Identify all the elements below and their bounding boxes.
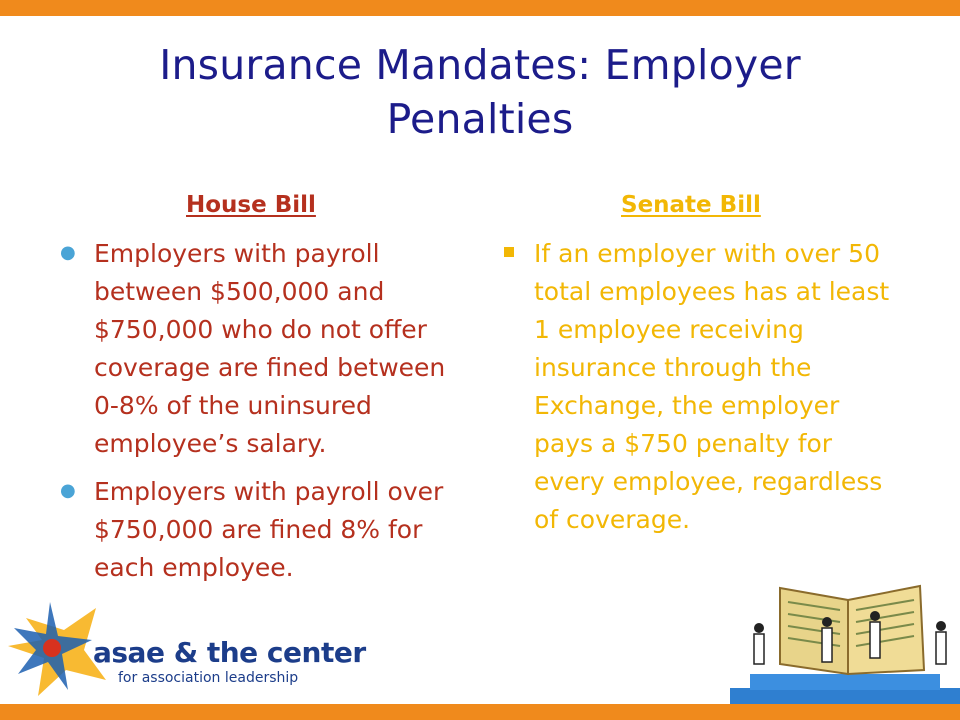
bullet-dot-icon: ● xyxy=(60,480,76,501)
list-item xyxy=(500,235,900,539)
senate-bill-list xyxy=(500,235,900,539)
senate-bill-heading: Senate Bill xyxy=(621,192,761,218)
slide-title xyxy=(60,38,900,146)
bullet-square-icon xyxy=(504,247,514,257)
slide-title-line-2: Penalties xyxy=(386,95,574,143)
house-bill-heading: House Bill xyxy=(186,192,316,218)
house-bill-list xyxy=(60,235,460,587)
house-bullet-text: Employers with payroll between $500,000 and $750,000 who do not offer coverage are fined between 0-8% of the uninsured employee’s salary. xyxy=(94,239,446,458)
logo-name: asae & the center xyxy=(93,636,366,669)
slide-title-line-1: Insurance Mandates: Employer xyxy=(159,41,801,89)
book-illustration-icon xyxy=(730,578,960,704)
logo-tagline: for association leadership xyxy=(118,670,299,686)
senate-bullet-text: If an employer with over 50 total employees has at least 1 employee receiving insurance through the Exchange, the employer pays a $750 penalty for every employee, regardless of coverage. xyxy=(534,239,890,534)
house-bullet-text: Employers with payroll over $750,000 are fined 8% for each employee. xyxy=(94,477,444,582)
bottom-accent-bar xyxy=(0,704,960,720)
list-item xyxy=(60,473,460,587)
top-accent-bar xyxy=(0,0,960,16)
list-item xyxy=(60,235,460,463)
bullet-dot-icon: ● xyxy=(60,242,76,263)
